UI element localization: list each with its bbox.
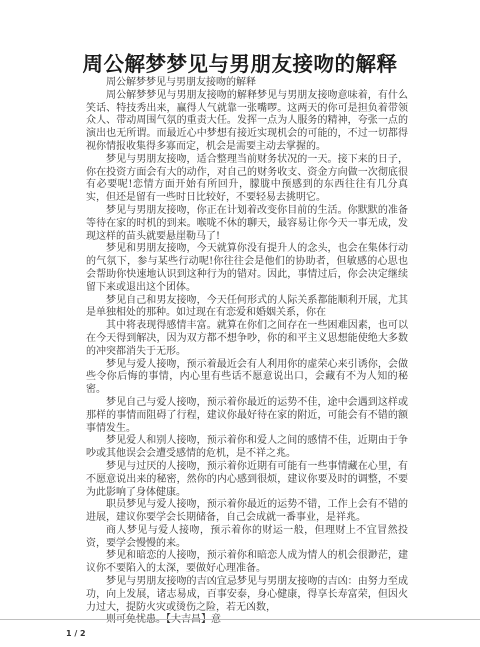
page-number: 1 / 2: [66, 629, 86, 638]
paragraph: 梦见和暗恋的人接吻，预示着你和暗恋人成为情人的机会很渺茫，建议你不要陷入的太深，要做好心理准备。: [86, 550, 408, 575]
paragraph: 梦见与过厌的人接吻，预示着你近期有可能有一些事情藏在心里，有不愿意说出来的秘密，然你的内心感到很烦，建议你要及时的调整，不要为此影响了身体健康。: [86, 460, 408, 498]
document-title: 周公解梦梦见与男朋友接吻的解释: [82, 52, 398, 76]
paragraph: 周公解梦梦见与男朋友接吻的解释梦见与男朋友接吻意味着，有什么笑话、特技秀出来，赢得人气就靠一张嘴啰。这两天的你可是担负着带领众人、带动周围气氛的重责大任。发挥一点为人服务的精神，夸张一点的演出也无所谓。而最近心中梦想有接近实现机会的可能的，不过一切都得视你情报收集得多寡而定，机会是需要主动去掌握的。: [86, 89, 408, 152]
paragraph: 职员梦见与爱人接吻，预示着你最近的运势不错，工作上会有不错的进展，建议你要学会长期储备，自己会成就一番事业，是祥兆。: [86, 499, 408, 524]
paragraph: 梦见自己与爱人接吻，预示着你最近的运势不佳，途中会遇到这样或那样的事情而阻碍了行程，建议你最好待在家的附近，可能会有不错的额事情发生。: [86, 396, 408, 434]
page-footer: [0, 619, 480, 647]
paragraph: 梦见和男朋友接吻，今天就算你没有提升人的念头，也会在集体行动的气氛下，参与某些行动呢!你往往会是他们的协助者，但敏感的心思也会帮助你快速地认识到这种行为的错对。因此，事情过后，你会决定继续留下来或退出这个团体。: [86, 243, 408, 293]
paragraph: 梦见与爱人接吻，预示着最近会有人利用你的虚荣心来引诱你，会做些令你后悔的事情，内心里有些话不愿意说出口，会藏有不为人知的秘密。: [86, 358, 408, 396]
paragraph: 梦见与男朋友接吻，适合整理当前财务状况的一天。接下来的日子，你在投资方面会有大的动作，对自己的财务收支、资金方向做一次彻底很有必要呢!恋情方面开始有所回升，朦胧中预感到的东西往往有几分真实，但还是留有一些时日比较好，不要轻易去挑明它。: [86, 153, 408, 204]
paragraph: 梦见与男朋友接吻，你正在计划着改变你目前的生活。你默默的准备等待在家的时机的到来。喉咙不休的聊天，最容易让你今天一事无成，发现这样的苗头就要悬崖勒马了!: [86, 204, 408, 242]
paragraph: 其中将表现得感情丰富。就算在你们之间存在一些困难因素，也可以在今天得到解决，因为双方都不想争吵，你的和平主义思想能使绝大多数的冲突都消失于无形。: [86, 320, 408, 357]
paragraph: 梦见自己和男友接吻，今天任何形式的人际关系都能顺利开展，尤其是单独相处的那种。如过现在有恋爱和婚姻关系，你在: [86, 294, 408, 319]
paragraph: 则可免忧患。【大吉昌】意: [106, 614, 221, 626]
paragraph: 梦见爱人和别人接吻，预示着你和爱人之间的感情不佳，近期由于争吵或其他误会会遭受感情的危机，是不祥之兆。: [86, 435, 408, 460]
paragraph: 周公解梦梦见与男朋友接吻的解释: [106, 77, 256, 88]
paragraph: 商人梦见与爱人接吻，预示着你的财运一般，但理财上不宜冒然投资，要学会慢慢的来。: [86, 524, 408, 549]
paragraph: 梦见与男朋友接吻的吉凶宜忌梦见与男朋友接吻的吉凶：由努力至成功，向上发展，诸志易成，百事安泰，身心健康，得享长寿富荣，但因火力过大，提防火灾或烫伤之险，若无凶数，: [86, 576, 408, 613]
document-body: [86, 77, 408, 627]
